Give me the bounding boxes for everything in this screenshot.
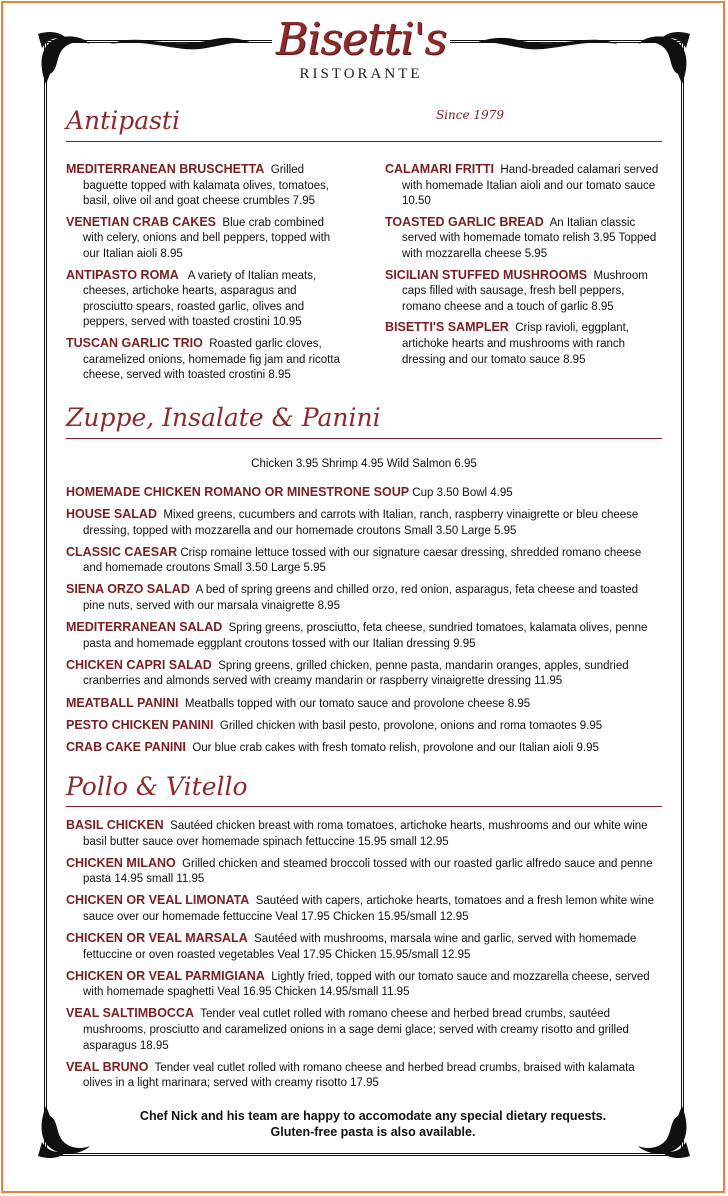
menu-item <box>66 856 662 888</box>
dietary-note <box>66 1109 680 1140</box>
dietary-note-line1: Chef Nick and his team are happy to accomodate any special dietary requests. <box>139 1109 607 1123</box>
menu-item <box>385 215 665 263</box>
item-name: HOUSE SALAD <box>66 507 157 522</box>
item-name: PESTO CHICKEN PANINI <box>66 717 214 732</box>
item-desc: Cup 3.50 Bowl 4.95 <box>412 487 513 499</box>
menu-item <box>66 485 662 502</box>
item-desc: Blue crab combined with celery, onions and bell peppers, topped with our Italian aioli 8.95 <box>83 216 331 260</box>
item-desc: Roasted garlic cloves, caramelized onions, homemade fig jam and ricotta cheese, served with toasted crostini 8.95 <box>83 337 340 382</box>
dietary-note-line2: Gluten-free pasta is also available. <box>270 1124 476 1139</box>
menu-item <box>66 696 662 713</box>
item-name: MEDITERRANEAN BRUSCHETTA <box>66 162 265 176</box>
menu-item <box>66 336 346 384</box>
section-title-zuppe: Zuppe, Insalate & Panini <box>66 403 381 432</box>
item-name: CHICKEN MILANO <box>66 855 176 870</box>
section-title-antipasti: Antipasti <box>66 106 180 135</box>
item-desc: Spring greens, prosciutto, feta cheese, sundried tomatoes, kalamata olives, penne pasta and homemade eggplant croutons tossed with our Italian dressing 9.95 <box>83 622 648 650</box>
antipasti-right-column <box>385 162 665 373</box>
zuppe-items <box>66 485 662 762</box>
menu-item <box>66 969 662 1001</box>
menu-item <box>66 658 662 690</box>
antipasti-left-column <box>66 162 346 389</box>
item-desc: A variety of Italian meats, cheeses, artichoke hearts, asparagus and prosciutto spears, roasted garlic, olives and peppers, served with toasted crostini 10.95 <box>83 269 317 329</box>
flourish-icon <box>110 28 250 54</box>
section-divider <box>66 141 662 142</box>
restaurant-logo <box>272 10 450 104</box>
item-desc: Mushroom caps filled with sausage, fresh bell peppers, romano cheese and a touch of garlic 8.95 <box>402 269 648 313</box>
section-divider <box>66 806 662 807</box>
menu-item <box>66 931 662 963</box>
menu-item <box>66 1006 662 1054</box>
item-desc: Hand-breaded calamari served with homemade Italian aioli and our tomato sauce 10.50 <box>402 164 659 208</box>
menu-item <box>66 215 346 263</box>
item-name: CHICKEN CAPRI SALAD <box>66 657 212 672</box>
menu-item <box>66 507 662 539</box>
item-desc: Sautéed with mushrooms, marsala wine and garlic, served with homemade fettuccine or oven roasted vegetables Veal 17.95 Chicken 15.95/small 12.95 <box>83 933 637 961</box>
item-desc: Sautéed with capers, artichoke hearts, tomatoes and a fresh lemon white wine sauce over our homemade fettuccine Veal 17.95 Chicken 15.95/small 12.95 <box>83 895 654 923</box>
item-desc: An Italian classic served with homemade tomato relish 3.95 Topped with mozzarella cheese 5.95 <box>402 216 657 260</box>
item-name: VEAL SALTIMBOCCA <box>66 1006 195 1021</box>
item-name: VENETIAN CRAB CAKES <box>66 214 217 229</box>
salad-addons: Chicken 3.95 Shrimp 4.95 Wild Salmon 6.95 <box>251 458 477 470</box>
item-name: MEATBALL PANINI <box>66 695 179 710</box>
menu-item <box>66 620 662 652</box>
item-name: TOASTED GARLIC BREAD <box>385 214 544 229</box>
item-desc: Crisp romaine lettuce tossed with our signature caesar dressing, shredded romano cheese and homemade croutons Small 3.50 Large 5.95 <box>83 546 642 575</box>
item-name: VEAL BRUNO <box>66 1059 149 1074</box>
menu-item <box>66 545 662 577</box>
item-desc: Crisp ravioli, eggplant, artichoke hearts and mushrooms with ranch dressing and our tomato sauce 8.95 <box>402 322 629 366</box>
menu-item <box>66 582 662 614</box>
menu-item <box>66 1060 662 1092</box>
item-name: SICILIAN STUFFED MUSHROOMS <box>385 267 588 282</box>
item-name: CHICKEN OR VEAL LIMONATA <box>66 893 250 908</box>
section-divider <box>66 438 662 439</box>
item-desc: Mixed greens, cucumbers and carrots with Italian, ranch, raspberry vinaigrette or bleu cheese dressing, topped with mozzarella and our homemade croutons Small 3.50 Large 5.95 <box>83 509 639 537</box>
item-name: ANTIPASTO ROMA <box>66 267 179 282</box>
item-name: CHICKEN OR VEAL MARSALA <box>66 931 248 946</box>
item-desc: Lightly fried, topped with our tomato sauce and mozzarella cheese, served with homemade spaghetti Veal 16.95 Chicken 14.95/small 11.95 <box>83 970 650 999</box>
menu-item <box>66 268 346 331</box>
logo-subtitle: RISTORANTE <box>299 66 423 82</box>
section-title-pollo: Pollo & Vitello <box>66 772 248 801</box>
item-desc: Grilled chicken and steamed broccoli tossed with our roasted garlic alfredo sauce and penne pasta 14.95 small 11.95 <box>83 857 653 886</box>
flourish-icon <box>478 28 618 54</box>
pollo-items <box>66 818 662 1097</box>
menu-item <box>66 740 662 757</box>
corner-ornament-icon <box>28 24 98 94</box>
menu-item <box>385 162 665 210</box>
item-name: BASIL CHICKEN <box>66 818 164 832</box>
menu-item <box>385 268 665 316</box>
item-desc: Spring greens, grilled chicken, penne pasta, mandarin oranges, apples, sundried cranberries and almonds served with creamy mandarin or raspberry vinaigrette dressing 11.95 <box>83 659 629 688</box>
item-name: CRAB CAKE PANINI <box>66 739 186 754</box>
menu-item <box>66 718 662 735</box>
menu-item <box>66 162 346 210</box>
item-name: TUSCAN GARLIC TRIO <box>66 335 203 350</box>
item-name: BISETTI'S SAMPLER <box>385 320 509 335</box>
item-desc: Sautéed chicken breast with roma tomatoes, artichoke hearts, mushrooms and our white wine basil butter sauce over homemade spinach fettuccine 15.95 small 12.95 <box>83 820 648 848</box>
item-desc: Grilled baguette topped with kalamata olives, tomatoes, basil, olive oil and goat cheese crumbles 7.95 <box>83 164 330 208</box>
menu-item <box>66 893 662 925</box>
item-name: SIENA ORZO SALAD <box>66 582 190 597</box>
item-desc: Tender veal cutlet rolled with romano cheese and herbed bread crumbs, braised with kalamata olives in a light marinara; served with creamy risotto 17.95 <box>83 1061 635 1090</box>
corner-ornament-icon <box>630 24 700 94</box>
menu-item <box>385 320 665 368</box>
item-name: CLASSIC CAESAR <box>66 544 178 559</box>
item-desc: A bed of spring greens and chilled orzo, red onion, asparagus, feta cheese and toasted pine nuts, served with our marsala vinaigrette 8.95 <box>83 584 639 613</box>
item-name: MEDITERRANEAN SALAD <box>66 620 223 635</box>
item-name: CALAMARI FRITTI <box>385 162 495 176</box>
logo-name: Bisetti's <box>275 14 447 65</box>
since-year: Since 1979 <box>436 108 504 122</box>
item-name: HOMEMADE CHICKEN ROMANO OR MINESTRONE SOUP <box>66 485 410 499</box>
item-desc: Tender veal cutlet rolled with romano cheese and herbed bread crumbs, sautéed mushrooms, prosciutto and caramelized onions in a sage demi glace; served with creamy risotto and grilled asparagus 18.95 <box>83 1008 629 1052</box>
menu-item <box>66 818 662 850</box>
item-desc: Meatballs topped with our tomato sauce and provolone cheese 8.95 <box>184 697 531 710</box>
item-desc: Grilled chicken with basil pesto, provolone, onions and roma tomaotes 9.95 <box>219 719 603 732</box>
item-name: CHICKEN OR VEAL PARMIGIANA <box>66 968 265 983</box>
item-desc: Our blue crab cakes with fresh tomato relish, provolone and our Italian aioli 9.95 <box>192 741 599 754</box>
